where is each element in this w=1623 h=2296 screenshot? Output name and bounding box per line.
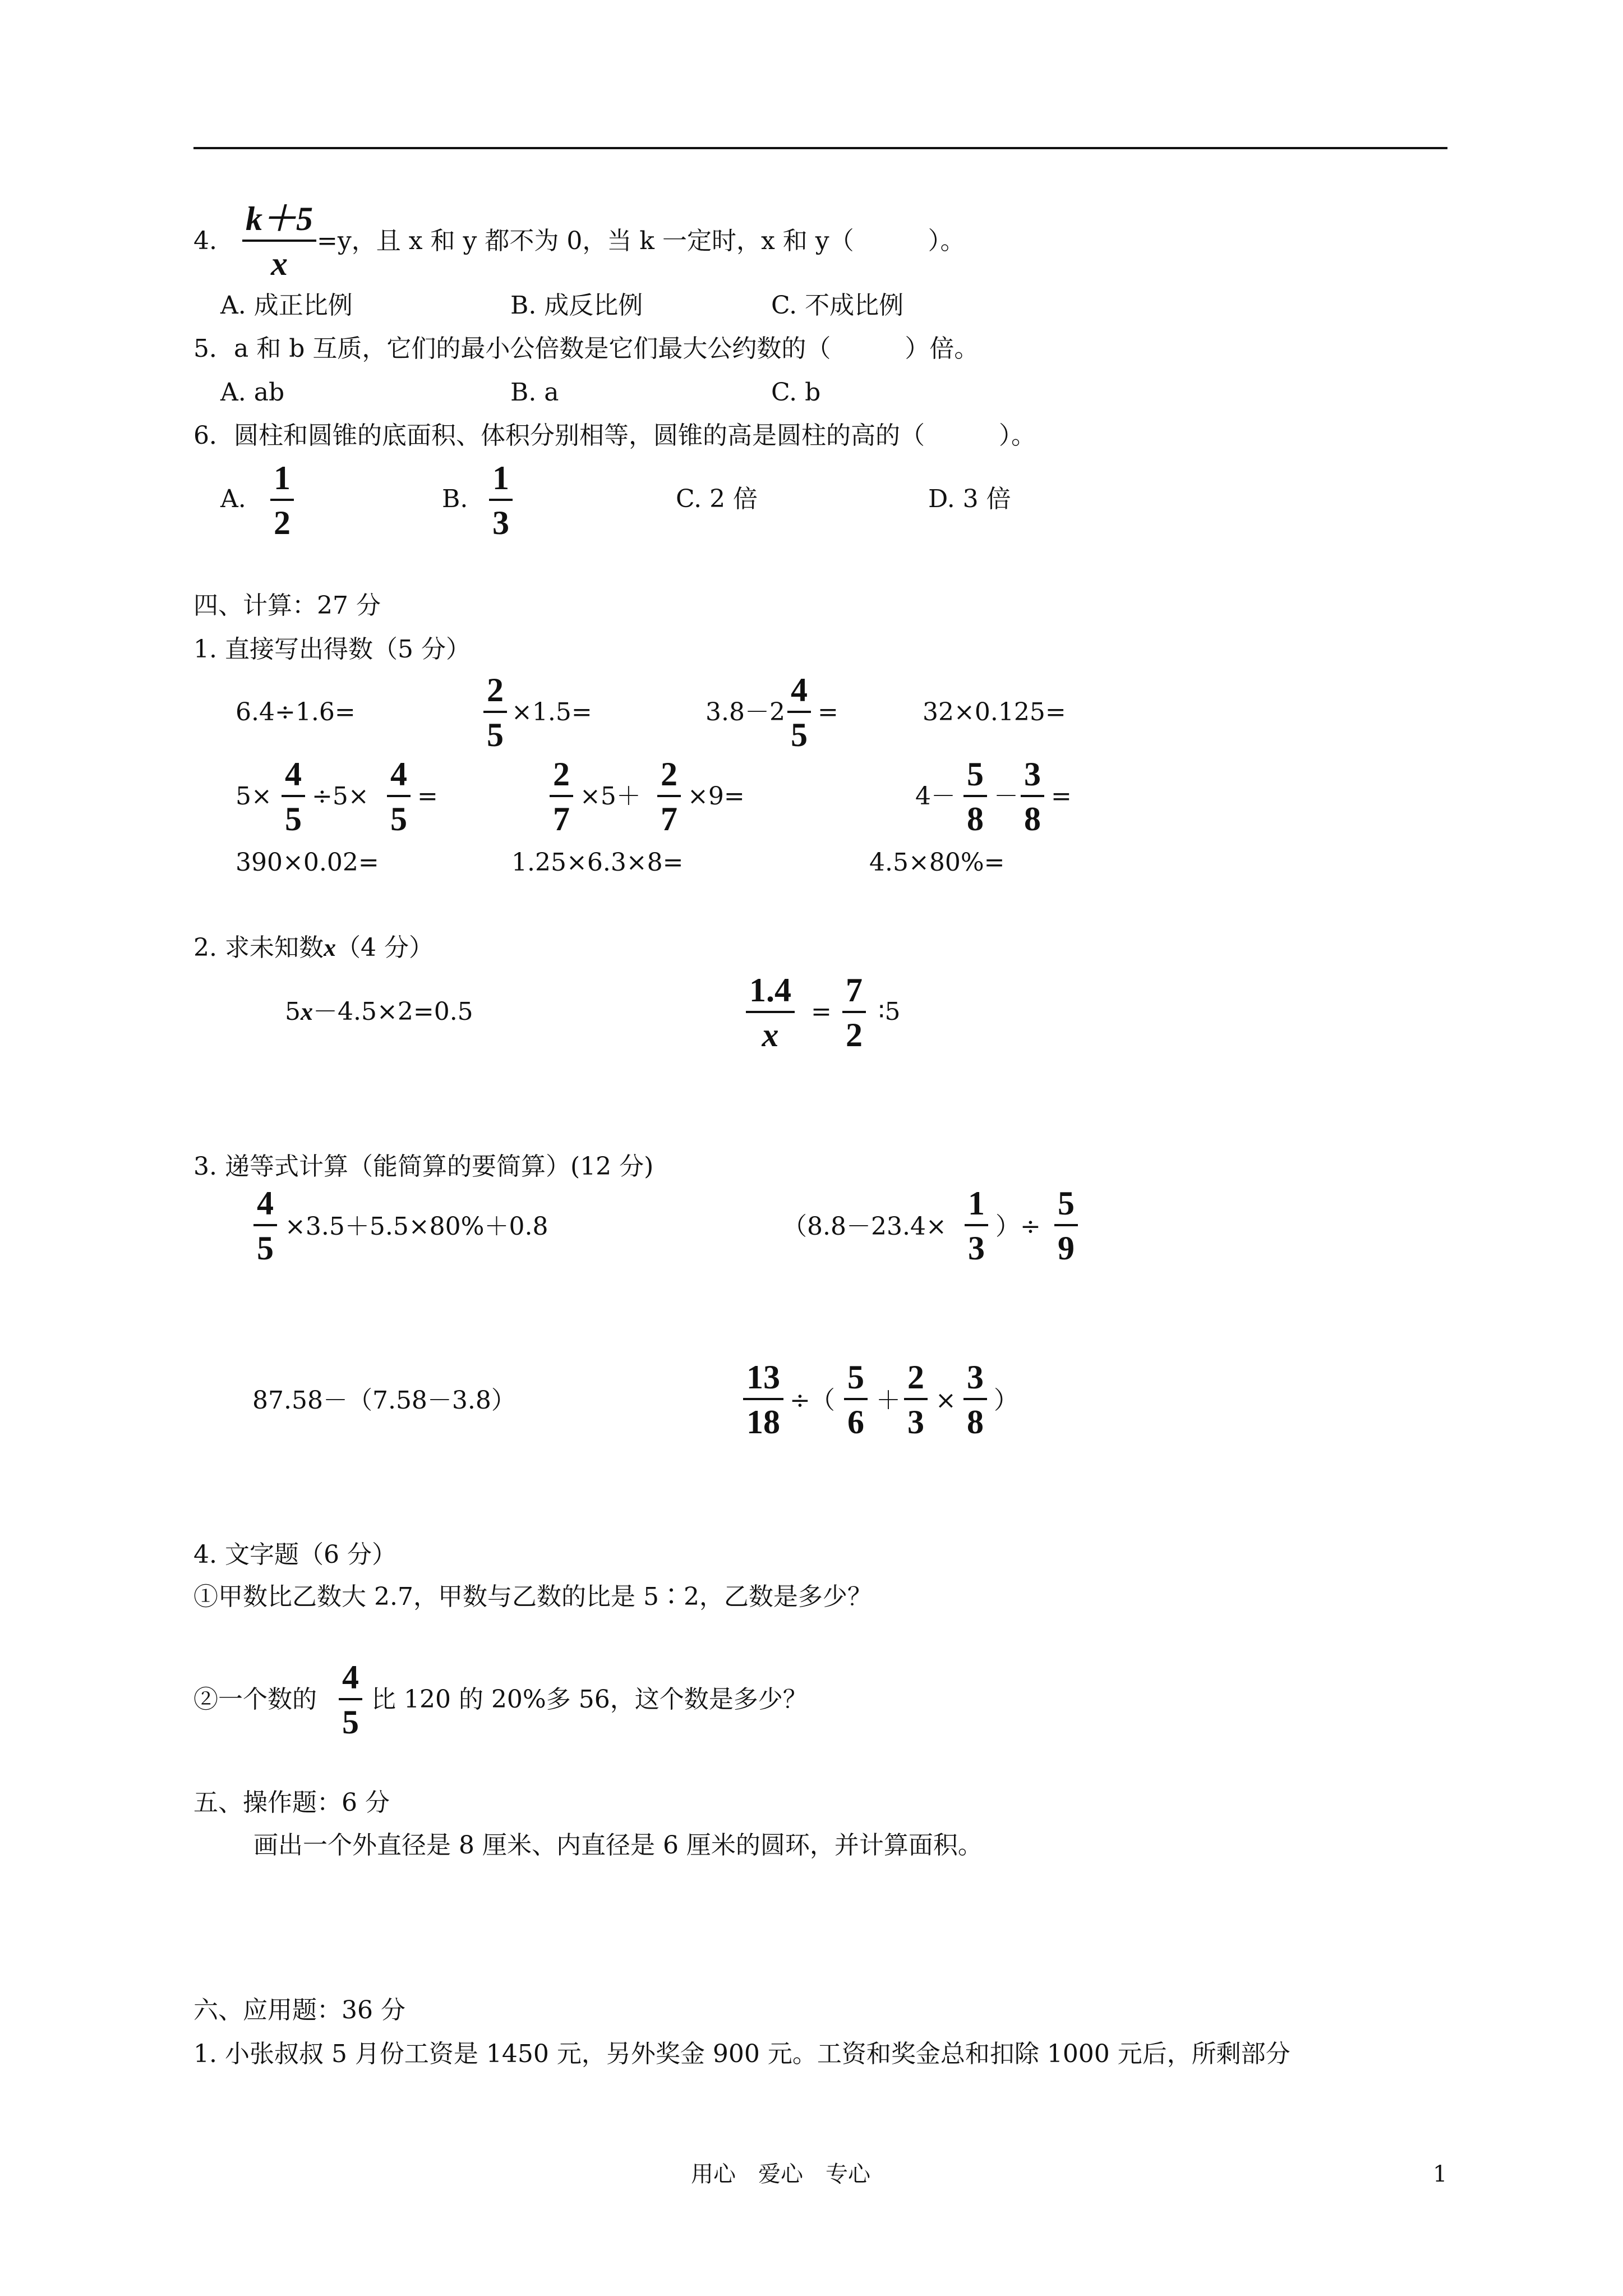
calc-fraction xyxy=(550,757,573,836)
q4-option-c: C. 不成比例 xyxy=(771,291,904,320)
calc-expression: = xyxy=(811,997,832,1026)
q5-text: 5．a 和 b 互质，它们的最小公倍数是它们最大公约数的（ ）倍。 xyxy=(193,334,979,363)
frac-den: 7 xyxy=(553,800,570,838)
word-problem-1: ①甲数比乙数大 2.7，甲数与乙数的比是 5∶2，乙数是多少？ xyxy=(193,1582,872,1611)
variable-x: x xyxy=(301,998,313,1025)
calc-expression: 4.5×80%= xyxy=(869,848,1005,877)
fraction-bar xyxy=(904,1398,928,1400)
frac-den: 3 xyxy=(492,504,509,541)
calc-fraction xyxy=(1054,1186,1078,1265)
frac-num: 5 xyxy=(1058,1185,1075,1222)
calc-expression: 6.4÷1.6= xyxy=(236,698,356,726)
frac-num: 1 xyxy=(274,459,291,496)
frac-den: 2 xyxy=(846,1016,863,1053)
frac-den: 5 xyxy=(791,716,808,753)
fraction-bar xyxy=(965,1224,988,1226)
fraction-bar xyxy=(387,795,411,797)
fraction-bar xyxy=(963,795,987,797)
frac-num: 1 xyxy=(968,1185,985,1222)
frac-den: 5 xyxy=(342,1704,359,1741)
frac-num: 4 xyxy=(285,756,302,793)
calc-expression: = xyxy=(818,698,838,726)
section6-heading: 六、应用题：36 分 xyxy=(193,1996,405,2024)
calc-expression: 1.25×6.3×8= xyxy=(511,848,684,877)
q5-option-c: C. b xyxy=(771,378,821,407)
calc-expression: （8.8－23.4× xyxy=(782,1212,947,1241)
frac-num: 5 xyxy=(847,1359,864,1396)
calc-expression: = xyxy=(1051,782,1072,811)
frac-den: 8 xyxy=(967,800,984,838)
section4-part1-title: 1. 直接写出得数（5 分） xyxy=(193,635,471,664)
frac-num: 2 xyxy=(661,756,677,793)
calc-expression: ÷5× xyxy=(312,782,369,811)
frac-den: 5 xyxy=(487,716,504,753)
fraction-bar xyxy=(842,1011,866,1013)
frac-den: 5 xyxy=(285,800,302,838)
frac-num: 13 xyxy=(746,1359,780,1396)
calc-expression: 87.58－（7.58－3.8） xyxy=(252,1386,516,1415)
frac-num: 2 xyxy=(553,756,570,793)
frac-den: 5 xyxy=(390,800,407,838)
q6-option-b-fraction xyxy=(489,461,513,540)
word-problem-2-fraction xyxy=(339,1660,362,1739)
page-number: 1 xyxy=(1433,2161,1447,2187)
q4-frac-num: k＋5 xyxy=(246,200,313,237)
calc-fraction xyxy=(1021,757,1044,836)
calc-fraction xyxy=(787,673,811,752)
calc-fraction xyxy=(253,1186,277,1265)
frac-den: 6 xyxy=(847,1404,864,1441)
fraction-bar xyxy=(270,499,294,501)
calc-expression: 4－ xyxy=(915,782,956,811)
calc-expression: ＋ xyxy=(876,1386,901,1415)
fraction-bar xyxy=(483,711,507,713)
frac-den: 9 xyxy=(1058,1230,1075,1267)
fraction-bar xyxy=(746,1011,795,1013)
calc-fraction xyxy=(904,1360,928,1439)
calc-fraction xyxy=(965,1186,988,1265)
q5-option-a: A. ab xyxy=(220,378,285,407)
fraction-bar xyxy=(743,1398,783,1400)
frac-num: 1 xyxy=(492,459,509,496)
section4-part4-title: 4. 文字题（6 分） xyxy=(193,1540,396,1569)
frac-den: 2 xyxy=(274,504,291,541)
calc-expression: ×1.5= xyxy=(511,698,592,726)
calc-fraction xyxy=(483,673,507,752)
calc-fraction xyxy=(387,757,411,836)
q6-option-a-label: A. xyxy=(220,485,246,513)
header-rule xyxy=(193,147,1447,149)
frac-num: 4 xyxy=(342,1659,359,1696)
calc-expression: ×5＋ xyxy=(580,782,641,811)
calc-fraction xyxy=(743,1360,783,1439)
frac-den: 7 xyxy=(661,800,677,838)
q4-text: =y，且 x 和 y 都不为 0，当 k 一定时，x 和 y（ ）。 xyxy=(317,227,965,255)
q6-option-c: C. 2 倍 xyxy=(676,485,758,513)
calc-expression: ÷（ xyxy=(790,1386,835,1415)
q6-option-a-fraction xyxy=(270,461,294,540)
calc-fraction xyxy=(282,757,305,836)
equation-2-fraction xyxy=(746,973,795,1052)
equation-2-fraction-2 xyxy=(842,973,866,1052)
calc-expression: － xyxy=(994,782,1018,811)
fraction-bar xyxy=(1054,1224,1078,1226)
fraction-bar xyxy=(242,240,316,242)
calc-fraction xyxy=(963,757,987,836)
frac-den: 5 xyxy=(257,1230,274,1267)
eq-rest: －4.5×2=0.5 xyxy=(313,997,473,1026)
variable-x: x xyxy=(323,934,336,961)
fraction-bar xyxy=(657,795,681,797)
calc-expression: × xyxy=(935,1386,956,1415)
equation-1 xyxy=(285,997,473,1026)
fraction-bar xyxy=(1021,795,1044,797)
frac-num: 2 xyxy=(907,1359,924,1396)
calc-expression: 3.8－2 xyxy=(706,698,785,726)
footer-motto: 用心 爱心 专心 xyxy=(691,2161,870,2187)
calc-fraction xyxy=(844,1360,868,1439)
fraction-bar xyxy=(339,1698,362,1700)
frac-den: x xyxy=(762,1016,779,1053)
q4-fraction xyxy=(242,202,316,280)
eq-coef: 5 xyxy=(285,997,301,1026)
q4-option-b: B. 成反比例 xyxy=(510,291,643,320)
frac-num: 2 xyxy=(487,671,504,708)
frac-num: 3 xyxy=(967,1359,984,1396)
fraction-bar xyxy=(844,1398,868,1400)
fraction-bar xyxy=(550,795,573,797)
q6-option-b-label: B. xyxy=(442,485,468,513)
q6-option-d: D. 3 倍 xyxy=(928,485,1011,513)
calc-expression: ∶5 xyxy=(878,997,901,1026)
frac-den: 8 xyxy=(967,1404,984,1441)
section4-part3-title: 3. 递等式计算（能简算的要简算）(12 分) xyxy=(193,1152,654,1181)
fraction-bar xyxy=(282,795,305,797)
q4-number: 4. xyxy=(193,227,217,255)
calc-expression: ）÷ xyxy=(995,1212,1041,1241)
frac-den: 8 xyxy=(1024,800,1041,838)
calc-expression: 32×0.125= xyxy=(923,698,1066,726)
frac-den: 18 xyxy=(746,1404,780,1441)
calc-expression: ×9= xyxy=(688,782,745,811)
q6-text: 6．圆柱和圆锥的底面积、体积分别相等，圆锥的高是圆柱的高的（ ）。 xyxy=(193,421,1036,450)
frac-num: 7 xyxy=(846,972,863,1009)
fraction-bar xyxy=(253,1224,277,1226)
fraction-bar xyxy=(489,499,513,501)
title-text: 2. 求未知数 xyxy=(193,933,324,962)
fraction-bar xyxy=(963,1398,987,1400)
calc-expression: 390×0.02= xyxy=(236,848,379,877)
q4-frac-den: x xyxy=(271,245,288,282)
section4-part2-title xyxy=(193,933,434,962)
section5-heading: 五、操作题：6 分 xyxy=(193,1788,390,1817)
calc-fraction xyxy=(963,1360,987,1439)
frac-num: 4 xyxy=(257,1185,274,1222)
frac-num: 4 xyxy=(390,756,407,793)
calc-expression: ×3.5＋5.5×80%＋0.8 xyxy=(285,1212,548,1241)
word-problem-2-post: 比 120 的 20%多 56，这个数是多少？ xyxy=(371,1685,808,1714)
frac-den: 3 xyxy=(968,1230,985,1267)
section6-question-1: 1. 小张叔叔 5 月份工资是 1450 元，另外奖金 900 元。工资和奖金总和扣除 1000 元后，所剩部分 xyxy=(193,2040,1290,2068)
q4-option-a: A. 成正比例 xyxy=(220,291,353,320)
calc-expression: 5× xyxy=(236,782,272,811)
q5-option-b: B. a xyxy=(510,378,559,407)
fraction-bar xyxy=(787,711,811,713)
title-points: （4 分） xyxy=(335,933,434,962)
calc-fraction xyxy=(657,757,681,836)
word-problem-2-pre: ②一个数的 xyxy=(193,1685,317,1714)
frac-num: 1.4 xyxy=(749,972,791,1009)
frac-den: 3 xyxy=(907,1404,924,1441)
frac-num: 5 xyxy=(967,756,984,793)
section5-text: 画出一个外直径是 8 厘米、内直径是 6 厘米的圆环，并计算面积。 xyxy=(253,1831,983,1860)
calc-expression: ） xyxy=(994,1386,1018,1415)
section4-heading: 四、计算：27 分 xyxy=(193,591,381,620)
calc-expression: = xyxy=(417,782,438,811)
frac-num: 3 xyxy=(1024,756,1041,793)
frac-num: 4 xyxy=(791,671,808,708)
